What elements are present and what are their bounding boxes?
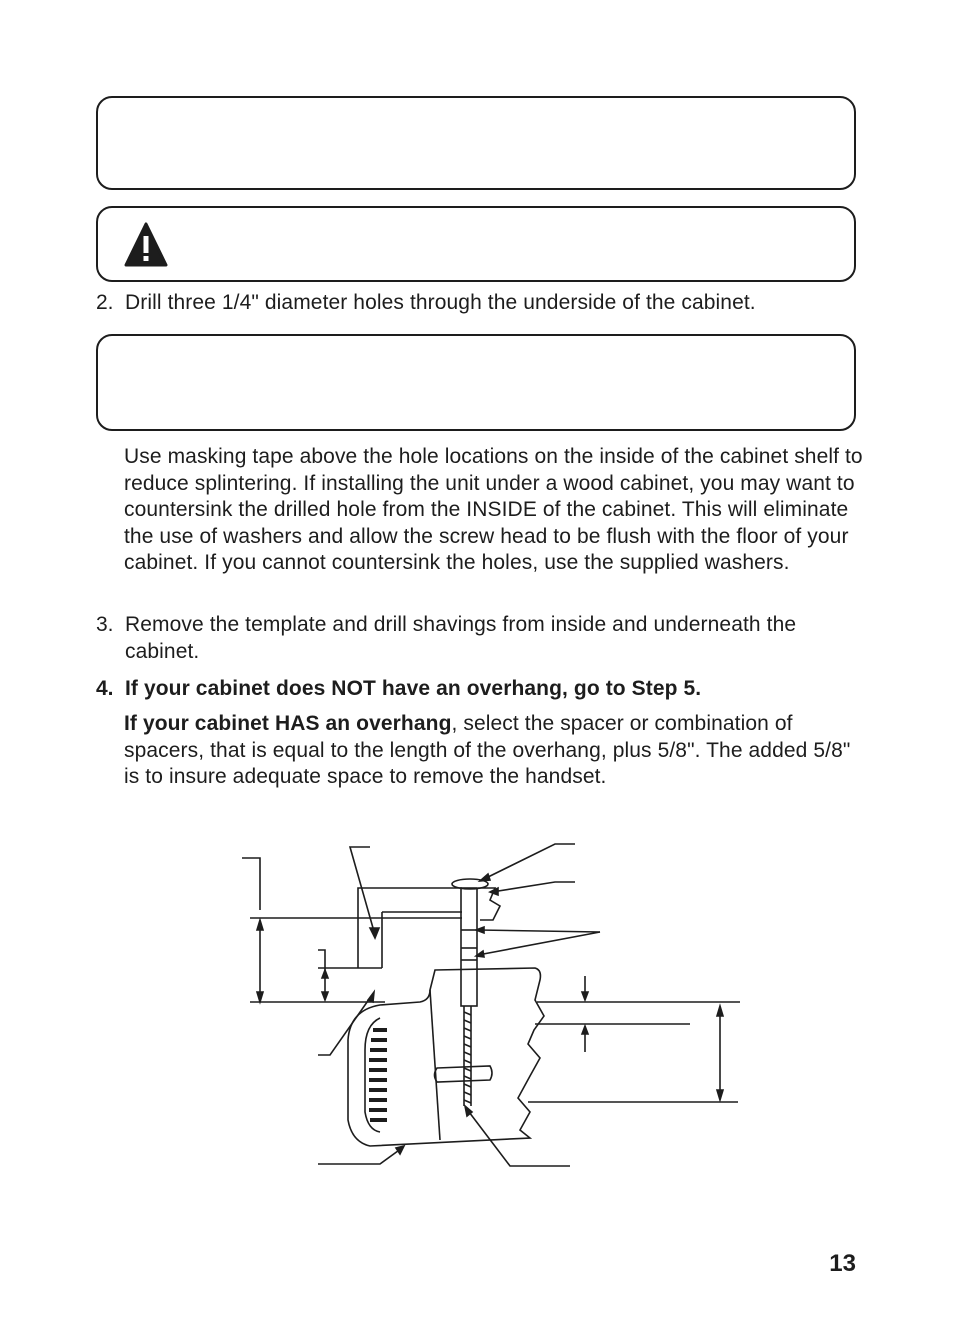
warning-triangle-icon — [124, 222, 168, 268]
note-box-middle — [96, 334, 856, 431]
overhang-text: , select the spacer or combination of spacers, that is equal to the length of the overhang, plus 5/8". The added 5/8" is to insure adequate space to remove the handset. — [124, 712, 851, 788]
page-number: 13 — [829, 1250, 856, 1277]
spacer-label-leader-1 — [478, 930, 600, 932]
step-2-text: Drill three 1/4" diameter holes through the underside of the cabinet. — [125, 291, 756, 314]
overhang-bold-lead: If your cabinet HAS an overhang — [124, 712, 452, 735]
cabinet-label-leader — [350, 847, 375, 935]
installation-diagram — [230, 830, 770, 1180]
diagram-bracket-left — [242, 858, 260, 910]
washer-label-leader — [492, 882, 575, 892]
step-4-text: If your cabinet does NOT have an overhang, go to Step 5. — [125, 677, 702, 700]
screw-bottom-leader — [466, 1108, 570, 1166]
step-2-number: 2. — [96, 291, 114, 314]
step-3-text: Remove the template and drill shavings from inside and underneath the cabinet. — [125, 613, 797, 663]
note-box-top — [96, 96, 856, 190]
step-3-number: 3. — [96, 613, 114, 636]
spacer-stack — [461, 888, 477, 1006]
warning-box — [96, 206, 856, 282]
screw-label-leader — [482, 844, 575, 880]
overhang-instructions — [124, 711, 859, 791]
masking-tape-tip: Use masking tape above the hole locations on the inside of the cabinet shelf to reduce splintering. If installing the unit under a wood cabinet, you may want to countersink the drilled hole from the INSIDE of the cabinet. This will eliminate the use of washers and allow the screw head to be flush with the floor of your cabinet. If you cannot countersink the holes, use the supplied washers. — [124, 445, 863, 574]
step-4-number: 4. — [96, 677, 114, 700]
spacer-label-leader-2 — [478, 932, 600, 955]
unit-label-leader — [318, 995, 372, 1055]
base-label-leader — [318, 1148, 402, 1164]
